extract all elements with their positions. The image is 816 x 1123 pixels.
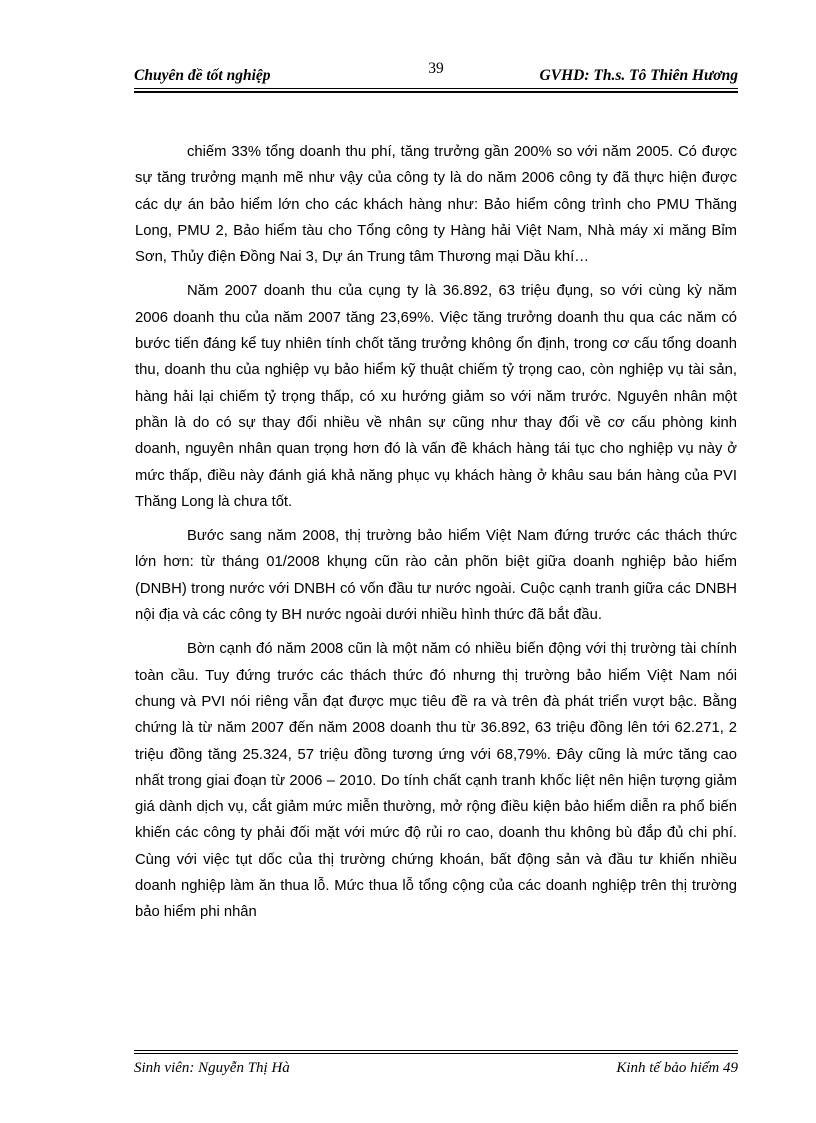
- paragraph-1: chiếm 33% tổng doanh thu phí, tăng trưởng gần 200% so với năm 2005. Có được sự tăng trưởng mạnh mẽ như vậy của công ty là do năm 2006 công ty đã thực hiện được các dự án bảo hiểm lớn cho các khách hàng như: Bảo hiểm công trình cho PMU Thăng Long, PMU 2, Bảo hiểm tàu cho Tổng công ty Hàng hải Việt Nam, Nhà máy xi măng Bỉm Sơn, Thủy điện Đồng Nai 3, Dự án Trung tâm Thương mại Dầu khí…: [135, 144, 737, 266]
- header-title: Chuyên đề tốt nghiệp: [134, 67, 271, 84]
- document-body: [135, 139, 737, 934]
- header-advisor: GVHD: Th.s. Tô Thiên Hương: [539, 67, 738, 84]
- header-divider: [134, 88, 738, 89]
- header-divider-thick: [134, 91, 738, 93]
- paragraph-2: Năm 2007 doanh thu của cụng ty là 36.892, 63 triệu đụng, so với cùng kỳ năm 2006 doanh thu của năm 2007 tăng 23,69%. Việc tăng trưởng doanh thu qua các năm có bước tiến đáng kể tuy nhiên tính chốt tăng trưởng không ổn định, trong cơ cấu tổng doanh thu, doanh thu của nghiệp vụ bảo hiểm kỹ thuật chiếm tỷ trọng cao, còn nghiệp vụ tài sản, hàng hải lại chiếm tỷ trọng thấp, có xu hướng giảm so với năm trước. Nguyên nhân một phần là do có sự thay đổi nhiều về nhân sự cũng như thay đổi về cơ cấu phòng kinh doanh, nguyên nhân quan trọng hơn đó là vấn đề khách hàng tái tục cho nghiệp vụ này ở mức thấp, điều này đánh giá khả năng phục vụ khách hàng ở khâu sau bán hàng của PVI Thăng Long là chưa tốt.: [135, 283, 737, 510]
- paragraph-3: Bước sang năm 2008, thị trường bảo hiểm Việt Nam đứng trước các thách thức lớn hơn: từ tháng 01/2008 khụng cũn rào cản phõn biệt giữa doanh nghiệp bảo hiểm (DNBH) trong nước với DNBH có vốn đầu tư nước ngoài. Cuộc cạnh tranh giữa các DNBH nội địa và các công ty BH nước ngoài dưới nhiều hình thức đã bắt đầu.: [135, 528, 737, 624]
- footer-divider-second: [134, 1053, 738, 1054]
- footer-divider: [134, 1050, 738, 1051]
- paragraph-4: Bờn cạnh đó năm 2008 cũn là một năm có nhiều biến động với thị trường tài chính toàn cầu. Tuy đứng trước các thách thức đó nhưng thị trường bảo hiểm Việt Nam nói chung và PVI nói riêng vẫn đạt được mục tiêu đề ra và trên đà phát triển vượt bậc. Bằng chứng là từ năm 2007 đến năm 2008 doanh thu từ 36.892, 63 triệu đồng lên tới 62.271, 2 triệu đồng tăng 25.324, 57 triệu đồng tương ứng với 68,79%. Đây cũng là mức tăng cao nhất trong giai đoạn từ 2006 – 2010. Do tính chất cạnh tranh khốc liệt nên hiện tượng giảm giá dành dịch vụ, cắt giảm mức miễn thường, mở rộng điều kiện bảo hiểm diễn ra phổ biến khiến các công ty phải đối mặt với mức độ rủi ro cao, doanh thu không bù đắp đủ chi phí. Cùng với việc tụt dốc của thị trường chứng khoán, bất động sản và đầu tư khiến nhiều doanh nghiệp làm ăn thua lỗ. Mức thua lỗ tổng cộng của các doanh nghiệp trên thị trường bảo hiểm phi nhân: [135, 641, 737, 921]
- page-header: [134, 60, 738, 90]
- page-number: 39: [428, 60, 444, 77]
- footer-student: Sinh viên: Nguyễn Thị Hà: [134, 1060, 290, 1076]
- footer-class: Kinh tế bảo hiểm 49: [616, 1060, 738, 1076]
